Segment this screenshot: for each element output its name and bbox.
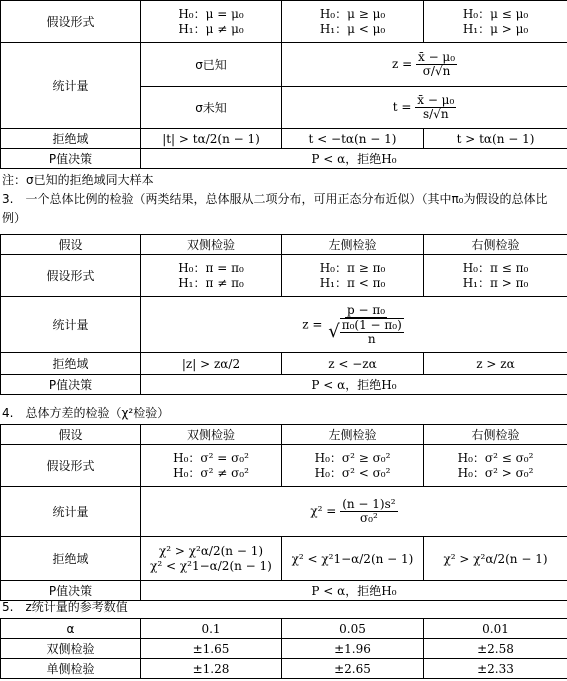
reject-label: 拒绝域 [1,353,141,375]
reject-label: 拒绝域 [1,129,141,149]
two-sided-label: 双侧检验 [1,639,141,659]
form-left-sided: H₀：σ² ≥ σ₀² H₀：σ² < σ₀² [282,445,424,487]
header-two-sided: 双侧检验 [141,235,282,255]
reject-two-sided: |t| > tα/2(n − 1) [141,129,282,149]
p-value-label: P值决策 [1,375,141,395]
form-right-sided: H₀：μ ≤ μ₀ H₁：μ > μ₀ [424,1,567,43]
reject-two-sided: |z| > zα/2 [141,353,282,375]
form-right-sided: H₀：π ≤ π₀ H₁：π > π₀ [424,255,567,297]
sigma-unknown-label: σ未知 [141,87,282,129]
section-3-title: 3. 一个总体比例的检验（两类结果，总体服从二项分布，可用正态分布近似）（其中π₀为假设的总体比例） [2,192,548,225]
chi-square-formula: χ² = $\frac{\text{(n − 1)s²}}{\text{σ₀²}}$ [141,487,567,537]
z-reference-table [0,618,567,679]
form-label: 假设形式 [1,1,141,43]
reject-left-sided: z < −zα [282,353,424,375]
header-left-sided: 左侧检验 [282,425,424,445]
alpha-value: 0.1 [141,619,282,639]
alpha-label: α [1,619,141,639]
p-value-label: P值决策 [1,149,141,169]
z-formula: z = $\frac{\text{x̄ − μ₀}}{\sigma/√n}$ [282,43,567,87]
one-sided-value: ±2.65 [282,659,424,679]
note-text: 注：σ已知的拒绝域同大样本 [2,173,154,187]
reject-right-sided: t > tα(n − 1) [424,129,567,149]
alpha-value: 0.05 [282,619,424,639]
one-sided-label: 单侧检验 [1,659,141,679]
reject-right-sided: χ² > χ²α/2(n − 1) [424,537,567,581]
p-value-rule: P < α，拒绝H₀ [141,581,567,601]
section-5-title: 5. z统计量的参考数值 [2,600,128,614]
header-hypothesis: 假设 [1,235,141,255]
header-hypothesis: 假设 [1,425,141,445]
reject-right-sided: z > zα [424,353,567,375]
proportion-test-table [0,234,567,395]
t-formula: t = $\frac{\text{x̄ − μ₀}}{s/√n}$ [282,87,567,129]
reject-left-sided: χ² < χ²1−α/2(n − 1) [282,537,424,581]
two-sided-value: ±2.58 [424,639,567,659]
form-two-sided: H₀：μ = μ₀ H₁：μ ≠ μ₀ [141,1,282,43]
one-sided-value: ±1.28 [141,659,282,679]
alpha-value: 0.01 [424,619,567,639]
reject-label: 拒绝域 [1,537,141,581]
sigma-known-label: σ已知 [141,43,282,87]
z-proportion-formula: z = p − π₀ √ $\frac{\text{π₀(1 − π₀)}}{n}$ [141,297,567,353]
mean-test-table [0,0,567,169]
variance-test-table [0,424,567,601]
stat-label: 统计量 [1,487,141,537]
form-left-sided: H₀：μ ≥ μ₀ H₁：μ < μ₀ [282,1,424,43]
header-right-sided: 右侧检验 [424,425,567,445]
reject-left-sided: t < −tα(n − 1) [282,129,424,149]
form-label: 假设形式 [1,445,141,487]
stat-label: 统计量 [1,297,141,353]
form-two-sided: H₀：π = π₀ H₁：π ≠ π₀ [141,255,282,297]
reject-two-sided: χ² > χ²α/2(n − 1) χ² < χ²1−α/2(n − 1) [141,537,282,581]
header-two-sided: 双侧检验 [141,425,282,445]
one-sided-value: ±2.33 [424,659,567,679]
p-value-label: P值决策 [1,581,141,601]
section-4-title: 4. 总体方差的检验（χ²检验） [2,406,170,420]
p-value-rule: P < α，拒绝H₀ [141,375,567,395]
form-label: 假设形式 [1,255,141,297]
two-sided-value: ±1.65 [141,639,282,659]
form-left-sided: H₀：π ≥ π₀ H₁：π < π₀ [282,255,424,297]
p-value-rule: P < α，拒绝H₀ [141,149,567,169]
header-right-sided: 右侧检验 [424,235,567,255]
header-left-sided: 左侧检验 [282,235,424,255]
form-two-sided: H₀：σ² = σ₀² H₀：σ² ≠ σ₀² [141,445,282,487]
form-right-sided: H₀：σ² ≤ σ₀² H₀：σ² > σ₀² [424,445,567,487]
stat-label: 统计量 [1,43,141,129]
two-sided-value: ±1.96 [282,639,424,659]
